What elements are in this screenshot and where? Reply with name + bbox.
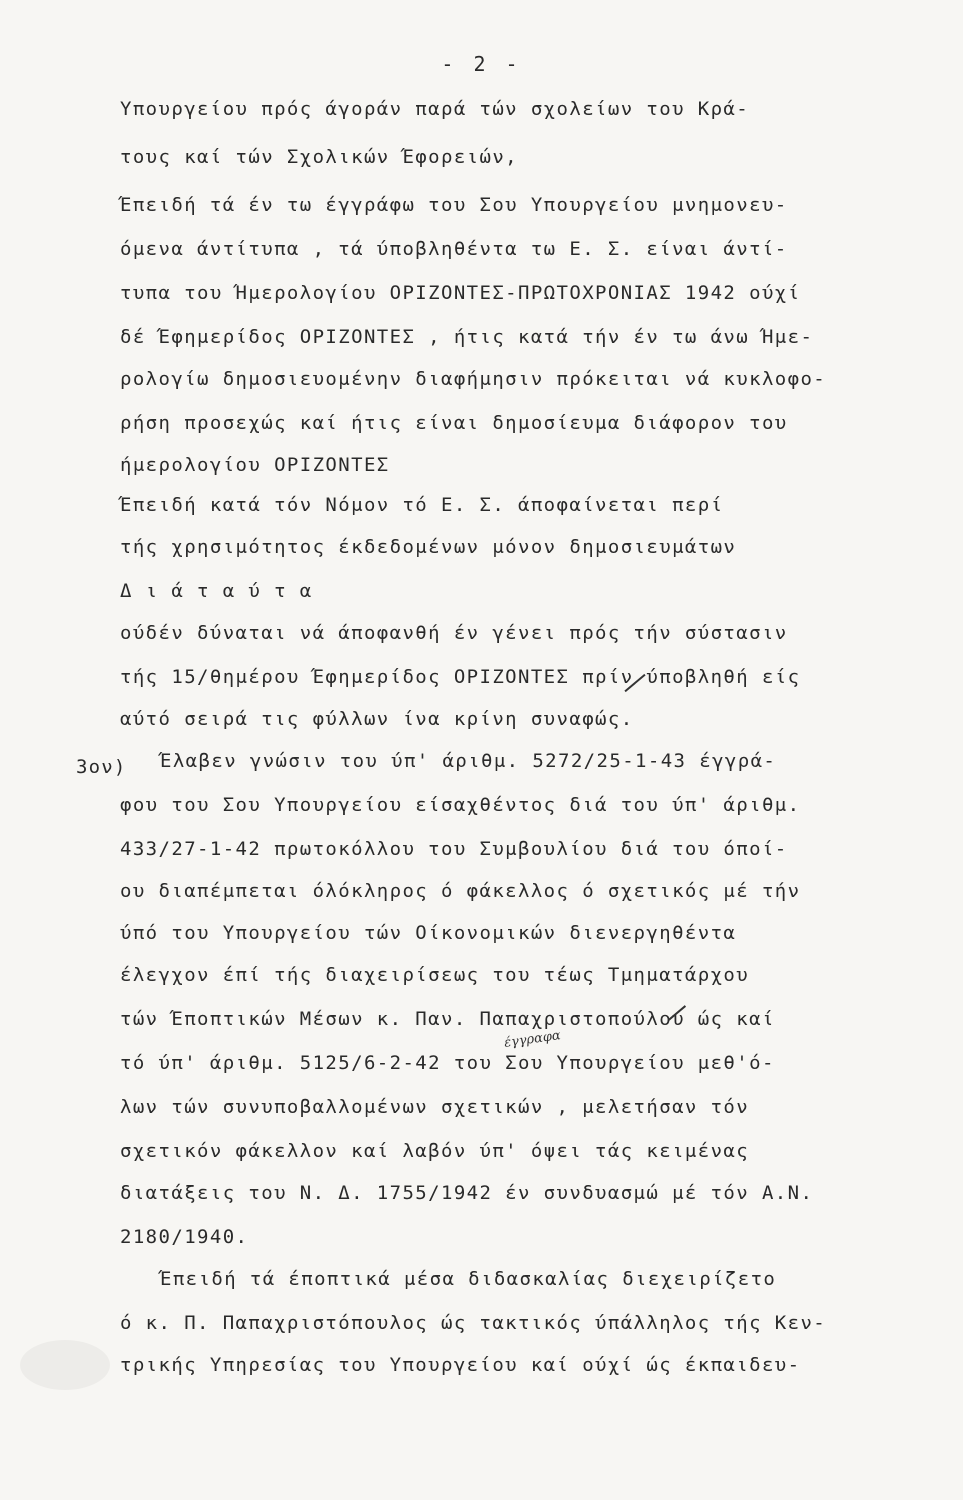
- text-line: Έπειδή τά έποπτικά μέσα διδασκαλίας διεχειρίζετο: [160, 1268, 777, 1290]
- text-line: Δ ι ά τ α ύ τ α: [120, 580, 313, 602]
- text-line: τής χρησιμότητος έκδεδομένων μόνον δημοσιευμάτων: [120, 536, 737, 558]
- text-line: φου του Σου Υπουργείου είσαχθέντος διά του ύπ' άριθμ.: [120, 794, 801, 816]
- text-line: τυπα του Ήμερολογίου ΟΡΙΖΟΝΤΕΣ-ΠΡΩΤΟΧΡΟΝΙΑΣ 1942 ούχί: [120, 282, 801, 304]
- paper-stain: [20, 1340, 110, 1390]
- text-line: ούδέν δύναται νά άποφανθή έν γένει πρός τήν σύστασιν: [120, 622, 788, 644]
- text-line: δέ Έφημερίδος ΟΡΙΖΟΝΤΕΣ , ήτις κατά τήν έν τω άνω Ήμε-: [120, 326, 814, 348]
- text-line: ρήση προσεχώς καί ήτις είναι δημοσίευμα διάφορον του: [120, 412, 788, 434]
- text-line: Έπειδή κατά τόν Νόμον τό Ε. Σ. άποφαίνεται περί: [120, 494, 724, 516]
- text-line: 2180/1940.: [120, 1226, 249, 1248]
- page-number: - 2 -: [441, 52, 522, 76]
- section-number: 3ον): [76, 756, 127, 778]
- handwritten-insertion: έγγραφα: [503, 1028, 562, 1051]
- text-line: τους καί τών Σχολικών Έφορειών,: [120, 146, 519, 168]
- text-line: Υπουργείου πρός άγοράν παρά τών σχολείων του Κρά-: [120, 98, 750, 120]
- text-line: Έλαβεν γνώσιν του ύπ' άριθμ. 5272/25-1-43 έγγρά-: [160, 750, 777, 772]
- text-line: σχετικόν φάκελλον καί λαβόν ύπ' όψει τάς κειμένας: [120, 1140, 750, 1162]
- text-line: ύπό του Υπουργείου τών Οίκονομικών διενεργηθέντα: [120, 922, 737, 944]
- text-line: τό ύπ' άριθμ. 5125/6-2-42 του Σου Υπουργείου μεθ'ό-: [120, 1052, 775, 1074]
- text-line: Έπειδή τά έν τω έγγράφω του Σου Υπουργείου μνημονευ-: [120, 194, 788, 216]
- text-line: όμενα άντίτυπα , τά ύποβληθέντα τω Ε. Σ. είναι άντί-: [120, 238, 788, 260]
- text-line: ό κ. Π. Παπαχριστόπουλος ώς τακτικός ύπάλληλος τής Κεν-: [120, 1312, 827, 1334]
- text-line: αύτό σειρά τις φύλλων ίνα κρίνη συναφώς.: [120, 708, 634, 730]
- text-line: τών Έποπτικών Μέσων κ. Παν. Παπαχριστοπούλου ώς καί: [120, 1008, 775, 1030]
- text-line: λων τών συνυποβαλλομένων σχετικών , μελετήσαν τόν: [120, 1096, 750, 1118]
- text-line: έλεγχον έπί τής διαχειρίσεως του τέως Τμηματάρχου: [120, 964, 750, 986]
- text-line: διατάξεις του Ν. Δ. 1755/1942 έν συνδυασμώ μέ τόν Α.Ν.: [120, 1182, 814, 1204]
- text-line: τρικής Υπηρεσίας του Υπουργείου καί ούχί ώς έκπαιδευ-: [120, 1354, 801, 1376]
- text-line: ου διαπέμπεται όλόκληρος ό φάκελλος ό σχετικός μέ τήν: [120, 880, 801, 902]
- text-line: ήμερολογίου ΟΡΙΖΟΝΤΕΣ: [120, 454, 390, 476]
- text-line: 433/27-1-42 πρωτοκόλλου του Συμβουλίου διά του όποί-: [120, 838, 788, 860]
- text-line: ρολογίω δημοσιευομένην διαφήμησιν πρόκειται νά κυκλοφο-: [120, 368, 827, 390]
- text-line: τής 15/θημέρου Έφημερίδος ΟΡΙΖΟΝΤΕΣ πρίν ύποβληθή είς: [120, 666, 801, 688]
